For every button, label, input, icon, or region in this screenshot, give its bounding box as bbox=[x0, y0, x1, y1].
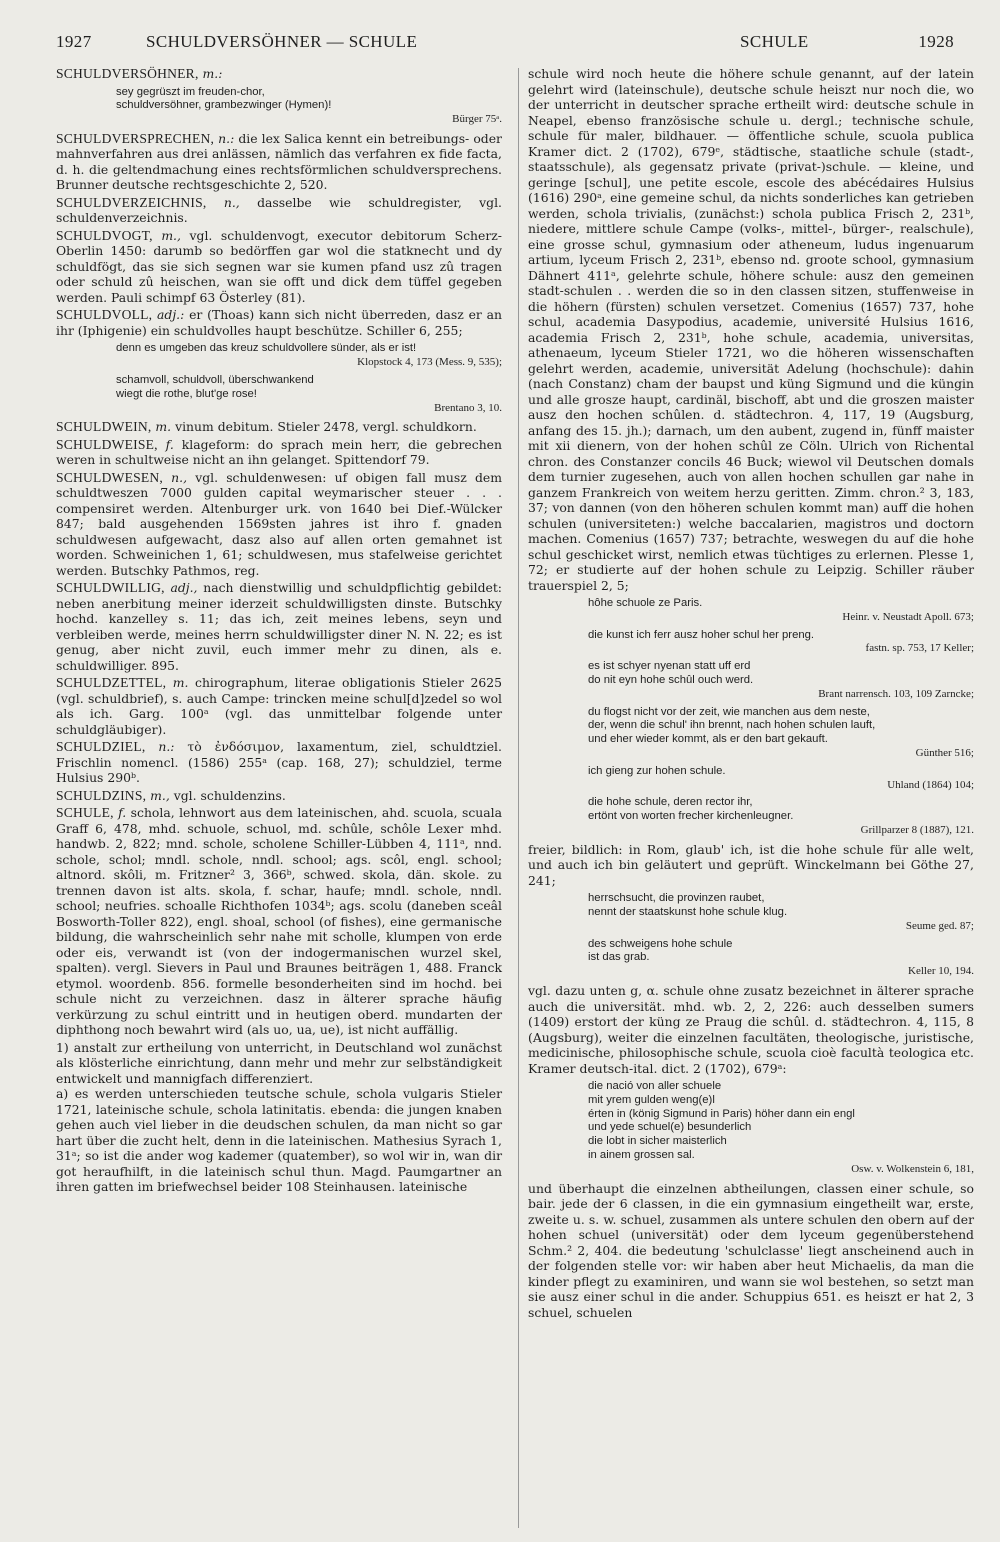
entry-grammar: adj.: bbox=[157, 307, 185, 323]
entry-lemma: SCHULDWEISE, bbox=[56, 436, 158, 452]
entry-grammar: n.: bbox=[158, 739, 175, 755]
dictionary-entry bbox=[56, 675, 502, 737]
entry-text: vgl. schuldenvogt, executor debitorum Scherz-Oberlin 1450: darumb so bedörffen gar wol die statknecht und dy schuldfögt, das sie sich segnen war sie kumen pfand usz zû tragen oder schuld zû heischen, wan sie offt und dick dem tüffel gegeben werden. Pauli schimpf 63 Österley (81). bbox=[56, 227, 502, 305]
dictionary-entry bbox=[56, 805, 502, 1038]
left-running-title: SCHULDVERSÖHNER — SCHULE bbox=[146, 32, 418, 51]
entry-lemma: SCHULDZINS, bbox=[56, 787, 147, 803]
quote-text: die nació von aller schuele mit yrem gulden weng(e)l érten in (könig Sigmund in Paris) höher dann ein engl und yede schuel(e) besunderlich die lobt in sicher maisterlich in ainem grossen sal. bbox=[588, 1080, 855, 1162]
dictionary-entry bbox=[56, 739, 502, 786]
entry-text: schola, lehnwort aus dem lateinischen, ahd. scuola, scuala Graff 6, 478, mhd. schuole, schuol, md. schûle, schôle Lexer mhd. handwb. 2, 822; mnd. schole, scholene Schiller-Lübben 4, 111ᵃ, nnd. schole, schol; mndl. schole, nndl. school; ags. scôl, engl. school; altnord. skôli, m. Fritzner² 3, 366ᵇ, schwed. skola, dän. skole. zu trennen davon ist alts. skola, f. schar, haufe; mndl. schole, nndl. school; neufries. schoalle Richthofen 1034ᵇ; ags. scolu (daneben sceâl Bosworth-Toller 822), engl. shoal, school (of fishes), eine germanische bildung, die wahrscheinlich sehr nahe mit scholle, klumpen von erde oder eis, verwandt ist (von der indogermanischen wurzel skel, spalten). vergl. Sievers in Paul und Braunes beiträgen 1, 488. Franck etymol. woordenb. 856. formelle besonderheiten sind im hochd. bei schule nicht zu verzeichnen. dasz in älterer sprache häufig verkürzung zu schul eintritt und in heutigen oberd. mundarten der diphthong noch bewahrt wird (als uo, ua, ue), ist nicht auffällig. bbox=[56, 805, 502, 1038]
entry-text: nach dienstwillig und schuldpflichtig gebildet: neben anerbitung meiner iderzeit schuldwilligsten dinste. Butschky hochd. kanzelley s. 11; das ich, zeit meines lebens, seyn und verbleiben werde, meines herrn schuldwilligster diner N. N. 22; es ist genug, aber nicht zuvil, euch immer mehr zu dinen, als e. schuldwilliger. 895. bbox=[56, 580, 502, 673]
quote-source: Brentano 3, 10. bbox=[434, 401, 502, 414]
citation-quote bbox=[588, 796, 974, 837]
paragraph: schule wird noch heute die höhere schule genannt, auf der latein gelehrt wird (lateinschule), deutsche schule heiszt nur noch die, wo der unterricht in deutscher sprache ertheilt wird: deutsche schule in Neapel, ebenso französische schule u. dergl.; technische schule, schule für maler, bildhauer. — öffentliche schule, scuola publica Kramer dict. 2 (1702), 679ᵉ, städtische, staatliche schule (stadt-, staatsschule), als gegensatz private (privat-)schule. — kleine, und geringe [schul], une petite escole, escole des abécédaires Hulsius (1616) 290ᵃ, eine gemeine schul, da nichts sonderliches kan getrieben werden, schola trivialis, (zunächst:) schola publica Frisch 2, 231ᵇ, niedere, mittlere schule Campe (volks-, mittel-, bürger-, realschule), eine grosse schul, gymnasium oder atheneum, ludus ingenuarum artium, lyceum Frisch 2, 231ᵇ, ebenso nd. groote school, gymnasium Dähnert 411ᵃ, gelehrte schule, höhere schule: ausz den gemeinen stadt-schulen . . werden die so in den classen sitzen, stuffenweise in die höhern (fürsten) schulen versetzet. Comenius (1657) 737, hohe schul, academia Dasypodius, academie, université Hulsius 1616, academia Frisch 2, 231ᵇ, hohe schule, academia, universitas, athenaeum, lyceum Stieler 1721, wo die höheren wissenschaften gelehrt werden, academie, universität Adelung (hochschule): dahin (nach Constanz) cham der baupst und küng Sigmund und die küngin und alle grosze haupt, cardinäl, bischoff, abt und die groszen maister ausz den hochen schûlen. d. städtechron. 4, 117, 19 (Augsburg, anfang des 15. jh.); darnach, um den aubent, zugend in, fünff maister mit xii dienern, von der hohen schûl ze Cöln. Ulrich von Richental chron. des Constanzer concils 46 Buck; wiewol vil Deutschen domals dem turnier zugesehen, auch von allen hochen schullen gar nahe in ganzem Frankreich von weitem herzu geritten. Zimm. chron.² 3, 183, 37; von dannen (von den höheren schulen kommt man) auff die hohen schulen (universiteten:) welche baccalarien, magistros und doctorn machen. Comenius (1657) 737; betrachte, weswegen du auf die hohe schul geschicket wirst, nemlich etwas tüchtiges zu erlernen. Plesse 1, 72; er studierte auf der hohen schule zu Leipzig. Schiller räuber trauerspiel 2, 5; bbox=[528, 66, 974, 593]
dictionary-entry bbox=[56, 131, 502, 193]
entry-grammar: m., bbox=[161, 227, 181, 243]
entry-text: vgl. schuldenzins. bbox=[173, 787, 286, 803]
citation-quote bbox=[116, 374, 502, 415]
paragraph: vgl. dazu unten g, α. schule ohne zusatz bezeichnet in älterer sprache auch die universität. mhd. wb. 2, 2, 226: auch desselben sumers (1409) erstort der küng ze Praug die schûl. d. städtechron. 4, 115, 8 (Augsburg), weiter die einzelnen facultäten, theologische, juristische, medicinische, philosophische schule, scuola cioè facultà teologica etc. Kramer deutsch-ital. dict. 2 (1702), 679ᵃ: bbox=[528, 983, 974, 1076]
entry-grammar: f. bbox=[165, 436, 174, 452]
quote-source: Günther 516; bbox=[915, 746, 974, 759]
entry-grammar: n., bbox=[171, 469, 188, 485]
left-column bbox=[56, 66, 502, 1195]
entry-grammar: m., bbox=[150, 787, 170, 803]
dictionary-entry bbox=[56, 437, 502, 468]
entry-text: chirographum, literae obligationis Stieler 2625 (vgl. schuldbrief), s. auch Campe: trincken meine schul[d]zedel so wol als ich. Garg. 100ᵃ (vgl. das unmittelbar folgende unter schuldgläubiger). bbox=[56, 675, 502, 737]
quote-source: Keller 10, 194. bbox=[908, 965, 974, 978]
quote-source: Klopstock 4, 173 (Mess. 9, 535); bbox=[357, 356, 502, 369]
entry-lemma: SCHULDZIEL, bbox=[56, 739, 146, 755]
quote-text: des schweigens hohe schule ist das grab. bbox=[588, 937, 733, 964]
entry-lemma: SCHULDZETTEL, bbox=[56, 675, 167, 691]
citation-quote bbox=[588, 597, 974, 625]
quote-text: denn es umgeben das kreuz schuldvollere sünder, als er ist! bbox=[116, 342, 417, 355]
right-running-title: SCHULE bbox=[740, 32, 809, 51]
quote-source: Bürger 75ᵃ. bbox=[452, 113, 502, 126]
quote-source: Osw. v. Wolkenstein 6, 181, bbox=[851, 1162, 974, 1175]
entry-grammar: m. bbox=[172, 675, 189, 691]
entry-lemma: SCHULDVERSÖHNER, bbox=[56, 66, 199, 81]
entry-grammar: n., bbox=[223, 194, 240, 210]
paragraph: a) es werden unterschieden teutsche schule, schola vulgaris Stieler 1721, lateinische schule, schola latinitatis. ebenda: die jungen knaben gehen auch viel lieber in die deudschen schulen, da man nicht so gar hart über die zucht helt, denn in die lateinischen. Mathesius Syrach 1, 31ᵃ; so ist die ander wog kademer (quatember), so wol wir in, wan dir got heraufhilft, in die lateinisch schul thun. Magd. Paumgartner an ihren gatten im briefwechsel beider 108 Steinhausen. lateinische bbox=[56, 1086, 502, 1195]
entry-lemma: SCHULDWILLIG, bbox=[56, 580, 165, 596]
quote-text: es ist schyer nyenan statt uff erd do nit eyn hohe schûl ouch werd. bbox=[588, 660, 754, 686]
quote-source: Grillparzer 8 (1887), 121. bbox=[860, 823, 974, 836]
entry-text: dasselbe wie schuldregister, vgl. schuldenverzeichnis. bbox=[56, 194, 502, 226]
paragraph: freier, bildlich: in Rom, glaub' ich, ist die hohe schule für alle welt, und auch ich bin geläutert und geprüft. Winckelmann bei Göthe 27, 241; bbox=[528, 841, 974, 888]
quote-text: herrschsucht, die provinzen raubet, nennt der staatskunst hohe schule klug. bbox=[588, 892, 788, 919]
quote-text: schamvoll, schuldvoll, überschwankend wiegt die rothe, blut'ge rose! bbox=[116, 373, 314, 400]
entry-lemma: SCHULDWESEN, bbox=[56, 469, 163, 485]
quote-text: die hohe schule, deren rector ihr, ertönt von worten frecher kirchenleugner. bbox=[588, 796, 794, 823]
entry-text: er (Thoas) kann sich nicht überreden, dasz er an ihr (Iphigenie) ein schuldvolles haupt beschütze. Schiller 6, 255; bbox=[56, 307, 502, 338]
quote-text: hôhe schuole ze Paris. bbox=[588, 597, 703, 609]
dictionary-entry bbox=[56, 788, 502, 804]
entry-grammar: m.: bbox=[202, 66, 223, 81]
dictionary-entry bbox=[56, 66, 502, 82]
entry-grammar: adj., bbox=[170, 580, 198, 596]
dictionary-entry bbox=[56, 580, 502, 673]
citation-quote bbox=[116, 342, 502, 370]
entry-grammar: f. bbox=[118, 805, 127, 821]
entry-text: τὸ ἐνδόσιμον, laxamentum, ziel, schuldtziel. Frischlin nomencl. (1586) 255ᵃ (cap. 168, 27); schuldziel, terme Hulsius 290ᵇ. bbox=[56, 739, 502, 786]
entry-lemma: SCHULDVERZEICHNIS, bbox=[56, 194, 207, 210]
quote-text: du flogst nicht vor der zeit, wie manchen aus dem neste, der, wenn die schul' ihn brennt, nach hohen schulen lauft, und eher wieder kommt, als er den bart gekauft. bbox=[588, 705, 876, 746]
entry-text: vgl. schuldenwesen: uf obigen fall musz dem schuldtweszen 7000 gulden capital weymarischer steuer . . . compensiret werden. Altenburger urk. von 1640 bei Dief.-Wülcker 847; bald ausgehenden 1569sten jahres ist ihro f. gnaden schuldwesen aufgewacht, dasz also auf allen orten gemahnet ist worden. Schweinichen 1, 61; schuldwesen, mus stafelweise gerichtet werden. Butschky Pathmos, reg. bbox=[56, 469, 502, 578]
quote-text: sey gegrüszt im freuden-chor, schuldversöhner, grambezwinger (Hymen)! bbox=[116, 85, 332, 112]
paragraph: 1) anstalt zur ertheilung von unterricht, in Deutschland wol zunächst als klösterliche einrichtung, dann mehr und mehr zur selbständigkeit entwickelt und mannigfach differenziert. bbox=[56, 1039, 502, 1086]
right-column bbox=[528, 66, 974, 1320]
quote-source: Seume ged. 87; bbox=[905, 919, 974, 932]
entry-text: klageform: do sprach mein herr, die gebrechen weren in schultweise nicht an ihn gelanget. Spittendorf 79. bbox=[56, 436, 502, 468]
citation-quote bbox=[588, 938, 974, 979]
dictionary-entry bbox=[56, 419, 502, 435]
entry-grammar: m. bbox=[155, 419, 172, 435]
quote-source: Heinr. v. Neustadt Apoll. 673; bbox=[842, 610, 974, 623]
quote-source: fastn. sp. 753, 17 Keller; bbox=[865, 642, 974, 655]
quote-text: die kunst ich ferr ausz hoher schul her preng. bbox=[588, 628, 815, 641]
entry-lemma: SCHULDWEIN, bbox=[56, 419, 152, 435]
citation-quote bbox=[588, 706, 974, 761]
dictionary-entry bbox=[56, 307, 502, 338]
citation-quote bbox=[588, 1080, 974, 1177]
dictionary-entry bbox=[56, 228, 502, 306]
entry-lemma: SCHULE, bbox=[56, 805, 114, 821]
left-page-number: 1927 bbox=[56, 32, 92, 51]
citation-quote bbox=[588, 892, 974, 933]
right-page-number: 1928 bbox=[918, 32, 954, 51]
citation-quote bbox=[588, 660, 974, 701]
entry-lemma: SCHULDVOGT, bbox=[56, 227, 153, 243]
paragraph: und überhaupt die einzelnen abtheilungen, classen einer schule, so bair. jede der 6 classen, in die ein gymnasium eingetheilt war, erste, zweite u. s. w. schuel, zusammen als untere schulen den obern auf der hohen schuel (universität) oder dem lyceum gegenüberstehend Schm.² 2, 404. die bedeutung 'schulclasse' liegt anscheinend auch in der folgenden stelle vor: wir haben aber heut Michaelis, da man die kinder pflegt zu examiniren, und wann sie wol bestehen, so setzt man sie ausz einer schul in die ander. Schuppius 651. es heiszt er hat 2, 3 schuel, schuelen bbox=[528, 1180, 974, 1320]
entry-lemma: SCHULDVOLL, bbox=[56, 307, 153, 323]
citation-quote bbox=[588, 765, 974, 793]
dictionary-entry bbox=[56, 470, 502, 579]
dictionary-entry bbox=[56, 195, 502, 226]
entry-lemma: SCHULDVERSPRECHEN, bbox=[56, 130, 215, 146]
entry-grammar: n.: bbox=[218, 130, 235, 146]
citation-quote bbox=[588, 629, 974, 657]
citation-quote bbox=[116, 86, 502, 127]
quote-source: Uhland (1864) 104; bbox=[887, 778, 974, 791]
text-columns bbox=[56, 66, 974, 1534]
quote-source: Brant narrensch. 103, 109 Zarncke; bbox=[818, 687, 974, 700]
page-header bbox=[36, 32, 964, 60]
entry-text: vinum debitum. Stieler 2478, vergl. schuldkorn. bbox=[175, 419, 477, 435]
quote-text: ich gieng zur hohen schule. bbox=[588, 764, 726, 777]
entry-text: die lex Salica kennt ein betreibungs- oder mahnverfahren aus drei anlässen, nämlich das verfahren ex fide facta, d. h. die geltendmachung eines rechtsförmlichen schuldversprechens. Brunner deutsche rechtsgeschichte 2, 520. bbox=[56, 130, 502, 193]
